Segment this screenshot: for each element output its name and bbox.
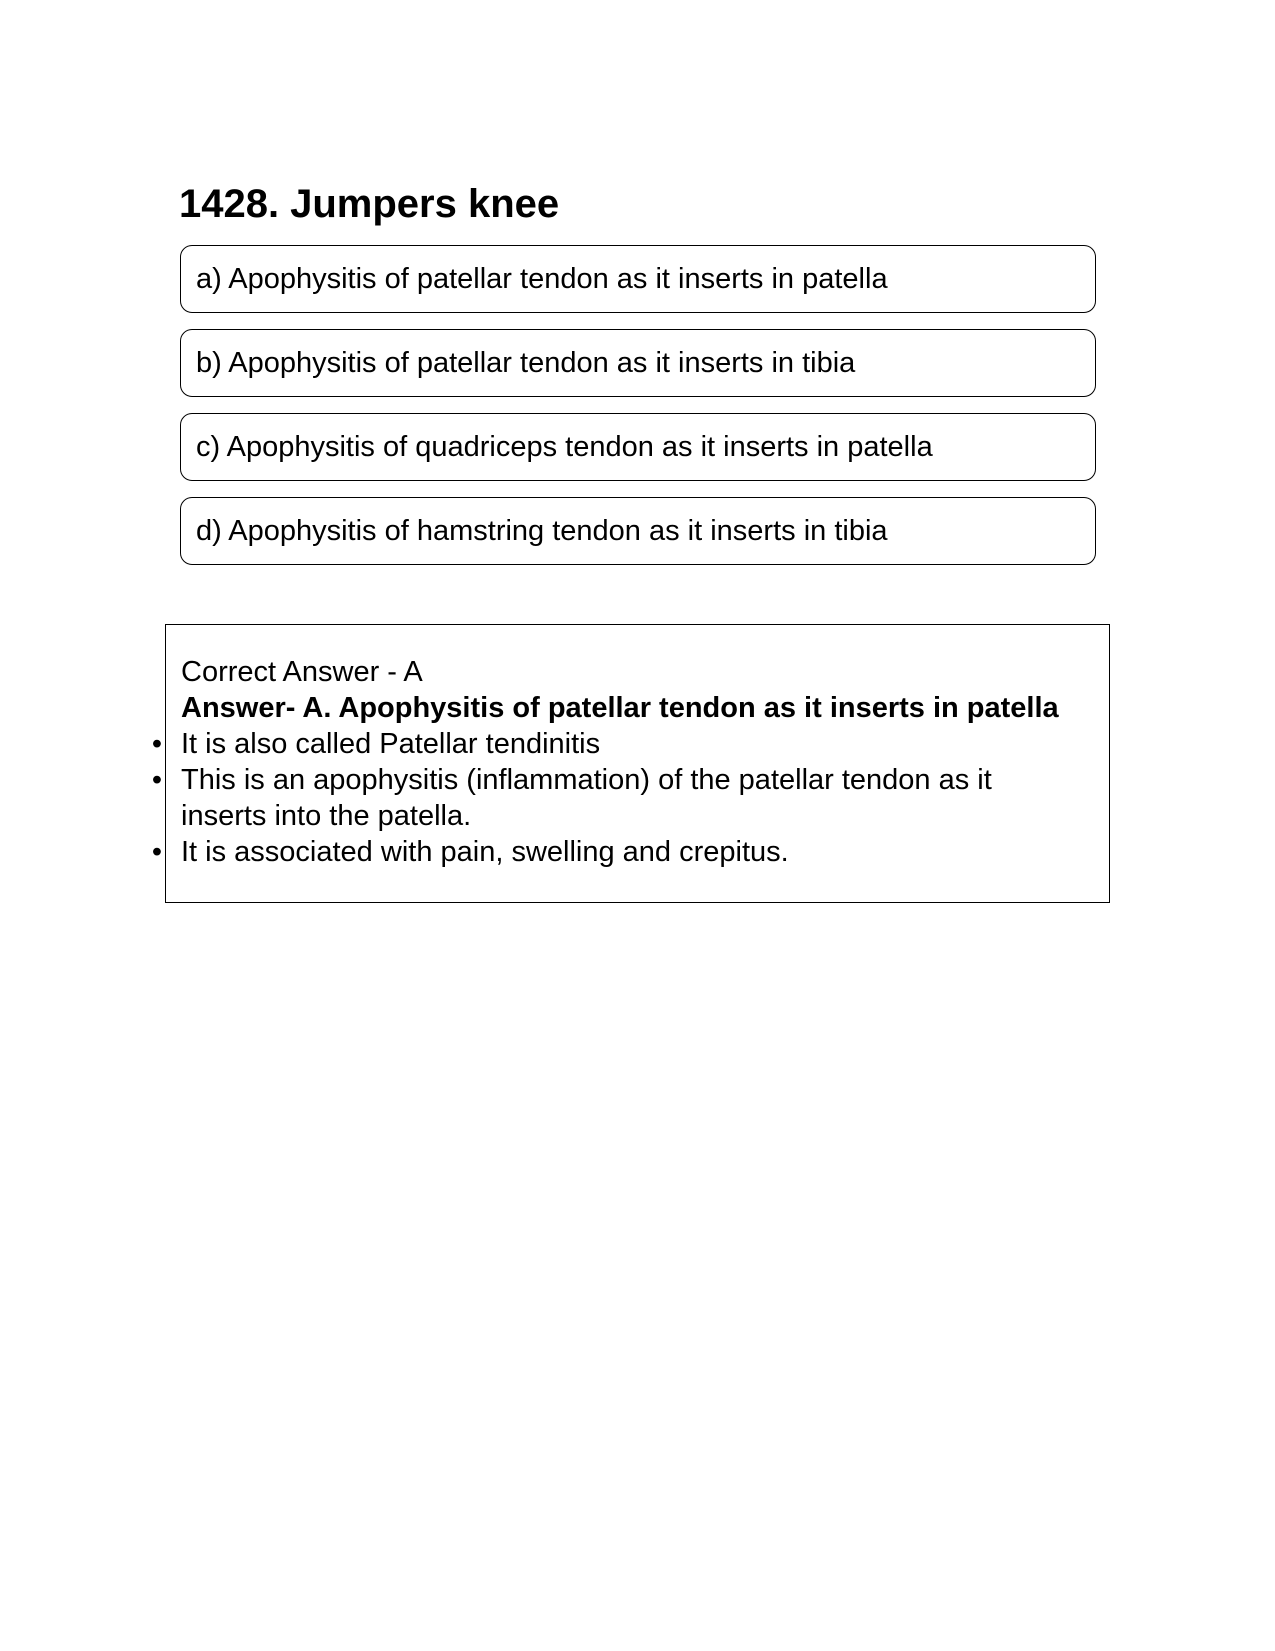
list-item-text: It is associated with pain, swelling and crepitus. bbox=[181, 836, 789, 868]
bullet-icon: • bbox=[151, 764, 163, 796]
list-item bbox=[151, 726, 1061, 762]
option-d[interactable]: d) Apophysitis of hamstring tendon as it inserts in tibia bbox=[180, 497, 1096, 565]
question-text: Jumpers knee bbox=[290, 182, 560, 226]
correct-answer-line: Correct Answer - A bbox=[181, 656, 423, 688]
options-list bbox=[180, 245, 1096, 581]
answer-content bbox=[151, 654, 1111, 870]
list-item-text: This is an apophysitis (inflammation) of the patellar tendon as it inserts into the patella. bbox=[181, 764, 992, 832]
explanation-list bbox=[151, 726, 1111, 870]
list-item bbox=[151, 762, 1061, 834]
question-number: 1428. bbox=[179, 182, 280, 226]
option-a[interactable]: a) Apophysitis of patellar tendon as it inserts in patella bbox=[180, 245, 1096, 313]
list-item bbox=[151, 834, 1061, 870]
bullet-icon: • bbox=[151, 836, 163, 868]
list-item-text: It is also called Patellar tendinitis bbox=[181, 728, 601, 760]
bullet-icon: • bbox=[151, 728, 163, 760]
answer-heading: Answer- A. Apophysitis of patellar tendon as it inserts in patella bbox=[181, 692, 1059, 724]
question-title bbox=[179, 178, 559, 230]
option-c[interactable]: c) Apophysitis of quadriceps tendon as it inserts in patella bbox=[180, 413, 1096, 481]
option-b[interactable]: b) Apophysitis of patellar tendon as it inserts in tibia bbox=[180, 329, 1096, 397]
